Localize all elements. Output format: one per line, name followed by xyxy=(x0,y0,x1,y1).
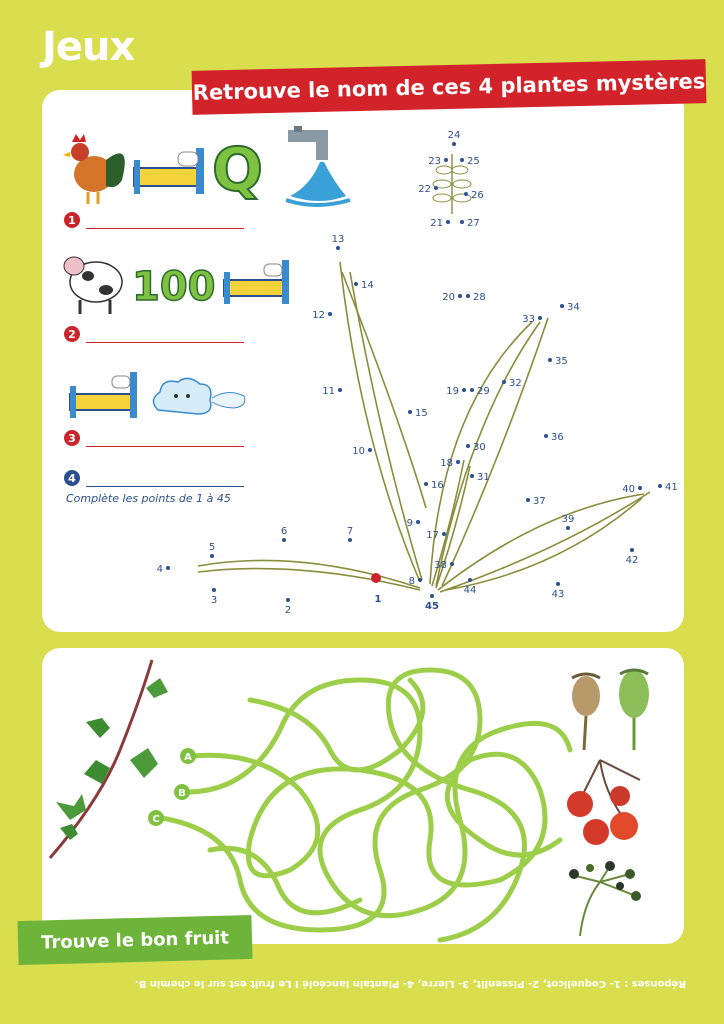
dot-2[interactable] xyxy=(286,598,290,602)
dot-label-25: 25 xyxy=(467,156,480,167)
dot-23[interactable] xyxy=(444,158,448,162)
dot-label-21: 21 xyxy=(430,218,443,229)
path-start-c xyxy=(148,810,164,826)
dot-label-33: 33 xyxy=(522,314,535,325)
dot-1[interactable] xyxy=(371,573,381,583)
dot-label-4: 4 xyxy=(156,564,163,575)
dot-label-38: 38 xyxy=(434,560,447,571)
dot-label-20: 20 xyxy=(442,292,455,303)
dot-12[interactable] xyxy=(328,312,332,316)
dot-43[interactable] xyxy=(556,582,560,586)
dot-label-17: 17 xyxy=(426,530,439,541)
path-start-b xyxy=(174,784,190,800)
dot-28[interactable] xyxy=(466,294,470,298)
ivy-branch-icon xyxy=(50,660,168,858)
dot-label-27: 27 xyxy=(467,218,480,229)
dot-16[interactable] xyxy=(424,482,428,486)
dot-37[interactable] xyxy=(526,498,530,502)
dot-label-18: 18 xyxy=(440,458,453,469)
dot-8[interactable] xyxy=(418,578,422,582)
answer-number-2: 2 xyxy=(64,326,80,342)
dot-21[interactable] xyxy=(446,220,450,224)
dot-label-19: 19 xyxy=(446,386,459,397)
dot-label-13: 13 xyxy=(331,234,345,245)
path-label-a: A xyxy=(184,752,192,763)
dot-45[interactable] xyxy=(430,594,434,598)
dot-4[interactable] xyxy=(166,566,170,570)
dot-label-34: 34 xyxy=(567,302,580,313)
dot-24[interactable] xyxy=(452,142,456,146)
dot-7[interactable] xyxy=(348,538,352,542)
page-title: Jeux xyxy=(42,24,135,70)
dot-31[interactable] xyxy=(470,474,474,478)
poppy-pods-icon xyxy=(572,670,649,750)
dot-label-40: 40 xyxy=(622,484,635,495)
dot-label-1: 1 xyxy=(374,594,382,605)
path-label-b: B xyxy=(178,788,186,799)
dot-44[interactable] xyxy=(468,578,472,582)
dot-34[interactable] xyxy=(560,304,564,308)
dot-label-24: 24 xyxy=(447,130,461,141)
dot-18[interactable] xyxy=(456,460,460,464)
numbered-dots xyxy=(157,130,678,616)
dot-13[interactable] xyxy=(336,246,340,250)
dot-15[interactable] xyxy=(408,410,412,414)
dot-label-6: 6 xyxy=(280,526,288,537)
dot-41[interactable] xyxy=(658,484,662,488)
dot-30[interactable] xyxy=(466,444,470,448)
dot-label-32: 32 xyxy=(509,378,522,389)
dot-11[interactable] xyxy=(338,388,342,392)
dot-label-2: 2 xyxy=(284,605,292,616)
mystery-plants-heading: Retrouve le nom de ces 4 plantes mystères xyxy=(192,69,706,105)
dot-14[interactable] xyxy=(354,282,358,286)
dot-36[interactable] xyxy=(544,434,548,438)
dot-42[interactable] xyxy=(630,548,634,552)
dot-label-36: 36 xyxy=(551,432,564,443)
dot-19[interactable] xyxy=(462,388,466,392)
red-berries-icon xyxy=(567,760,640,845)
dot-label-35: 35 xyxy=(555,356,568,367)
dot-instruction: Complète les points de 1 à 45 xyxy=(66,492,231,505)
dot-32[interactable] xyxy=(502,380,506,384)
path-label-c: C xyxy=(152,814,160,825)
maze-heading: Trouve le bon fruit xyxy=(40,927,230,953)
answer-number-1: 1 xyxy=(64,212,80,228)
dot-label-41: 41 xyxy=(665,482,678,493)
dot-label-8: 8 xyxy=(408,576,415,587)
answers-upside-down: Réponses : 1- Coquelicot, 2- Pissenlit, 3- Lierre, 4- Plantain lancéolé I Le fruit est sur le chemin B. xyxy=(134,978,686,989)
maze-figure xyxy=(0,640,724,960)
dot-33[interactable] xyxy=(538,316,542,320)
dot-29[interactable] xyxy=(470,388,474,392)
dot-38[interactable] xyxy=(450,562,454,566)
plantain-leaf-lines xyxy=(198,262,650,592)
dot-label-11: 11 xyxy=(322,386,335,397)
dot-label-44: 44 xyxy=(463,585,477,596)
answer-number-3: 3 xyxy=(64,430,80,446)
maze-paths xyxy=(162,670,570,940)
q-letter-icon: Q xyxy=(212,135,264,205)
dot-label-5: 5 xyxy=(208,542,216,553)
dot-label-12: 12 xyxy=(312,310,325,321)
dot-label-29: 29 xyxy=(477,386,490,397)
answer-number-4: 4 xyxy=(64,470,80,486)
dot-label-26: 26 xyxy=(471,190,484,201)
dot-3[interactable] xyxy=(212,588,216,592)
dot-label-31: 31 xyxy=(477,472,490,483)
dot-20[interactable] xyxy=(458,294,462,298)
dot-label-45: 45 xyxy=(425,601,439,612)
dot-label-30: 30 xyxy=(473,442,486,453)
dot-label-43: 43 xyxy=(551,589,565,600)
dot-10[interactable] xyxy=(368,448,372,452)
dot-label-10: 10 xyxy=(352,446,365,457)
dot-label-39: 39 xyxy=(561,514,575,525)
dot-label-16: 16 xyxy=(431,480,444,491)
dot-label-9: 9 xyxy=(406,518,413,529)
path-start-a xyxy=(180,748,196,764)
dot-25[interactable] xyxy=(460,158,464,162)
dot-9[interactable] xyxy=(416,520,420,524)
dot-label-7: 7 xyxy=(346,526,354,537)
dot-label-23: 23 xyxy=(428,156,441,167)
dot-5[interactable] xyxy=(210,554,214,558)
dot-label-14: 14 xyxy=(361,280,374,291)
dot-6[interactable] xyxy=(282,538,286,542)
dot-26[interactable] xyxy=(464,192,468,196)
dot-label-3: 3 xyxy=(210,595,218,606)
dot-label-42: 42 xyxy=(625,555,639,566)
dot-label-22: 22 xyxy=(418,184,431,195)
dot-label-15: 15 xyxy=(415,408,428,419)
dot-label-37: 37 xyxy=(533,496,546,507)
hundred-number-icon: 100 xyxy=(132,264,216,310)
dot-40[interactable] xyxy=(638,486,642,490)
dot-39[interactable] xyxy=(566,526,570,530)
dot-27[interactable] xyxy=(460,220,464,224)
dot-label-28: 28 xyxy=(473,292,486,303)
dot-35[interactable] xyxy=(548,358,552,362)
dot-17[interactable] xyxy=(442,532,446,536)
ivy-berries-icon xyxy=(569,861,641,936)
dot-22[interactable] xyxy=(434,186,438,190)
maze-banner xyxy=(17,915,252,965)
